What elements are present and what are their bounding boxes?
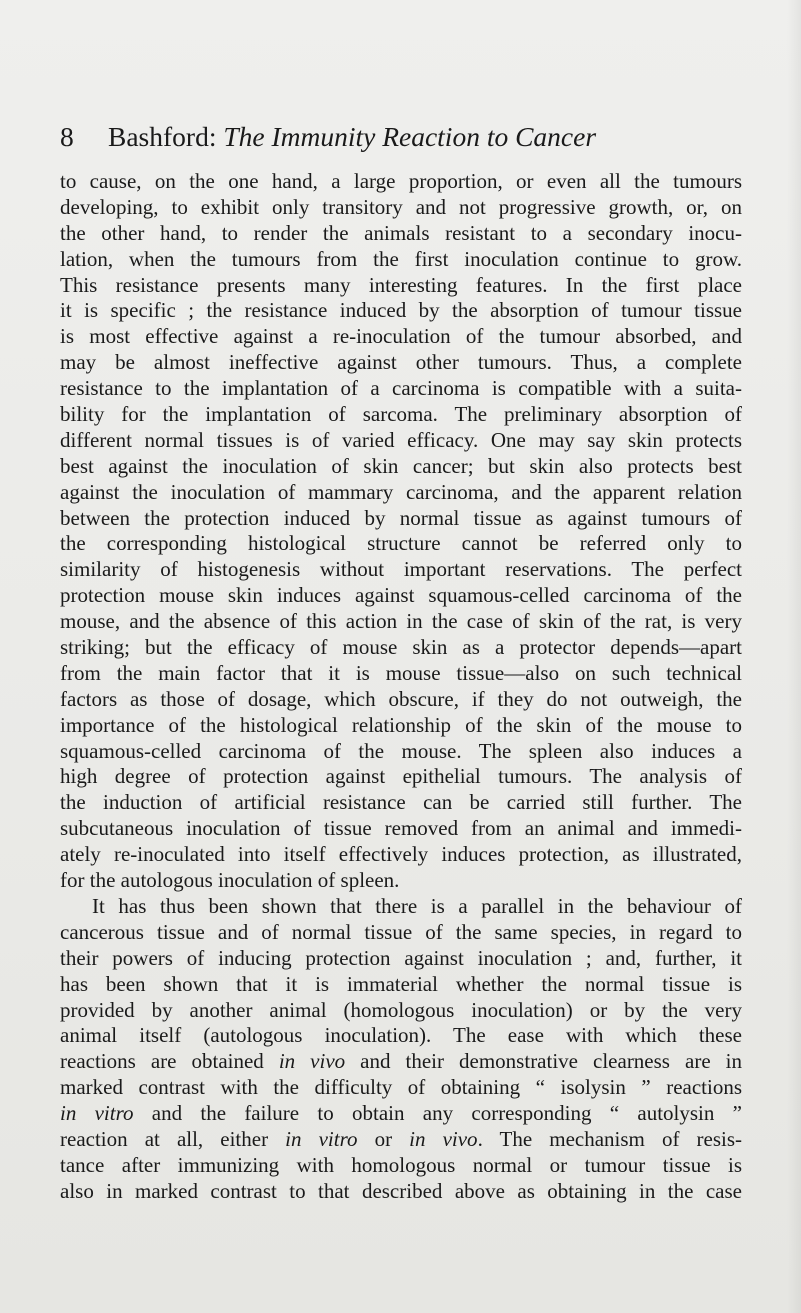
text-line: against the inoculation of mammary carcinoma, and the apparent relation xyxy=(60,479,742,504)
text-line: cancerous tissue and of normal tissue of the same species, in regard to xyxy=(60,919,742,944)
text-line: bility for the implantation of sarcoma. The preliminary absorption of xyxy=(60,402,742,427)
text-line xyxy=(60,1101,742,1127)
text-line: the induction of artificial resistance can be carried still further. The xyxy=(60,790,742,815)
body-text xyxy=(60,169,742,1205)
text-run: and the failure to obtain any corresponding “ autolysin ” xyxy=(133,1101,742,1126)
text-line: ately re-inoculated into itself effectively induces protection, as illustrated, xyxy=(60,842,742,867)
text-line: similarity of histogenesis without important reservations. The perfect xyxy=(60,557,742,582)
text-line: marked contrast with the difficulty of obtaining “ isolysin ” reactions xyxy=(60,1075,742,1100)
text-line: between the protection induced by normal tissue as against tumours of xyxy=(60,505,742,530)
text-line: This resistance presents many interesting features. In the first place xyxy=(60,272,742,297)
text-line: to cause, on the one hand, a large proportion, or even all the tumours xyxy=(60,169,742,193)
text-line: mouse, and the absence of this action in the case of skin of the rat, is very xyxy=(60,609,742,634)
text-line: best against the inoculation of skin cancer; but skin also protects best xyxy=(60,453,742,478)
text-line: also in marked contrast to that described above as obtaining in the case xyxy=(60,1178,742,1203)
text-line xyxy=(60,1049,742,1075)
italic-run: in vitro xyxy=(60,1101,134,1126)
text-line: animal itself (autologous inoculation). The ease with which these xyxy=(60,1023,742,1048)
italic-run: in vitro xyxy=(285,1126,358,1151)
text-line: for the autologous inoculation of spleen. xyxy=(60,868,400,893)
text-line: resistance to the implantation of a carcinoma is compatible with a suita- xyxy=(60,376,742,401)
text-line: may be almost ineffective against other tumours. Thus, a complete xyxy=(60,350,742,375)
text-line: high degree of protection against epithelial tumours. The analysis of xyxy=(60,764,742,789)
text-line: from the main factor that it is mouse tissue—also on such technical xyxy=(60,660,742,685)
text-line: subcutaneous inoculation of tissue removed from an animal and immedi- xyxy=(60,816,742,841)
text-run: reactions are obtained xyxy=(60,1049,279,1074)
text-run: reaction at all, either xyxy=(60,1126,286,1151)
text-line: protection mouse skin induces against squamous-celled carcinoma of the xyxy=(60,583,742,608)
text-line: the other hand, to render the animals resistant to a secondary inocu- xyxy=(60,220,742,245)
running-title xyxy=(108,117,596,157)
page-number: 8 xyxy=(60,121,74,152)
italic-run: in vivo xyxy=(278,1049,346,1074)
text-line: is most effective against a re-inoculation of the tumour absorbed, and xyxy=(60,324,742,349)
text-line: it is specific ; the resistance induced by the absorption of tumour tissue xyxy=(60,298,742,323)
text-line: striking; but the efficacy of mouse skin as a protector depends—apart xyxy=(60,635,742,660)
paragraph-1 xyxy=(60,169,742,894)
text-line xyxy=(60,1127,742,1153)
text-line: has been shown that it is immaterial whether the normal tissue is xyxy=(60,971,742,996)
text-run: . The mechanism of resis- xyxy=(477,1126,743,1151)
text-line: factors as those of dosage, which obscure, if they do not outweigh, the xyxy=(60,686,742,711)
text-run: and their demonstrative clearness are in xyxy=(345,1049,742,1074)
text-line: squamous-celled carcinoma of the mouse. The spleen also induces a xyxy=(60,738,742,763)
text-run: or xyxy=(357,1126,410,1151)
text-line: It has thus been shown that there is a parallel in the behaviour of xyxy=(92,893,742,918)
text-line: provided by another animal (homologous inoculation) or by the very xyxy=(60,997,742,1022)
text-line: tance after immunizing with homologous normal or tumour tissue is xyxy=(60,1152,742,1177)
article-title: The Immunity Reaction to Cancer xyxy=(223,121,597,152)
text-line: different normal tissues is of varied efficacy. One may say skin protects xyxy=(60,427,742,452)
text-line: their powers of inducing protection against inoculation ; and, further, it xyxy=(60,945,742,970)
italic-run: in vivo xyxy=(409,1126,478,1151)
text-line: developing, to exhibit only transitory and not progressive growth, or, on xyxy=(60,194,742,219)
running-header xyxy=(0,117,801,157)
text-line: importance of the histological relationship of the skin of the mouse to xyxy=(60,712,742,737)
author-name: Bashford: xyxy=(108,121,217,152)
text-line: lation, when the tumours from the first inoculation continue to grow. xyxy=(60,246,742,271)
paragraph-2 xyxy=(60,894,742,1205)
text-line: the corresponding histological structure cannot be referred only to xyxy=(60,531,742,556)
